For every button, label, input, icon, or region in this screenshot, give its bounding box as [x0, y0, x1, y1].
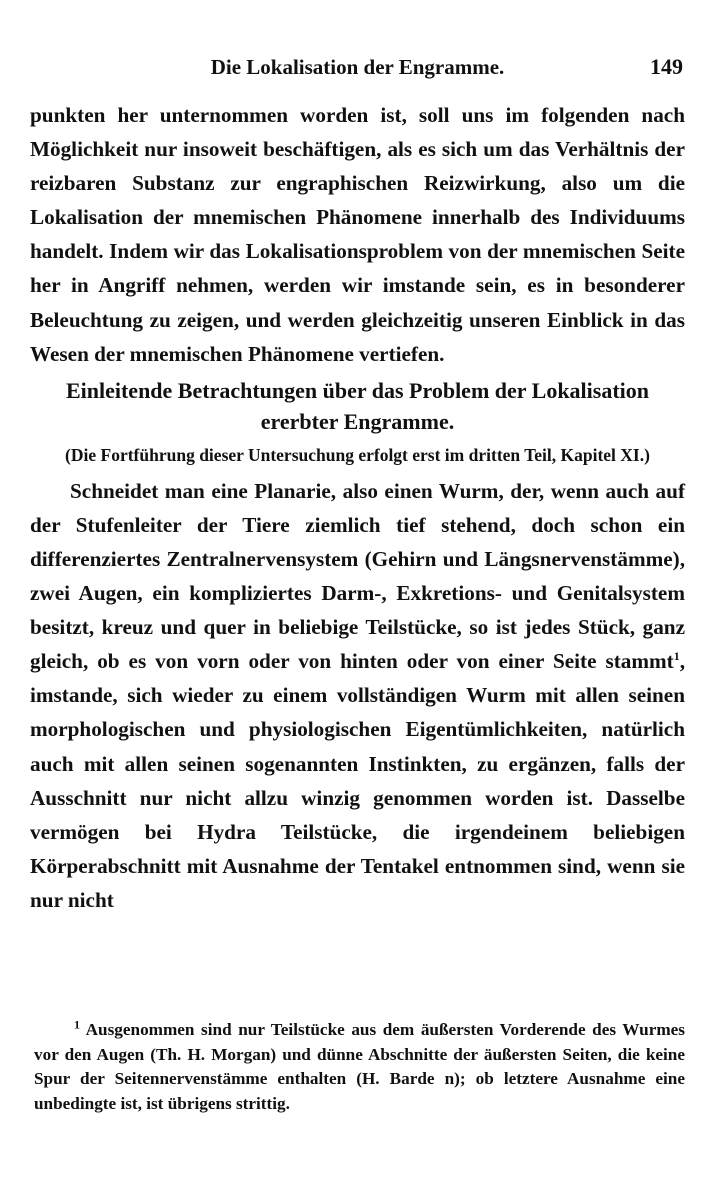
body-text: [30, 98, 685, 917]
paragraph-2: [30, 474, 685, 917]
footnotes: [34, 1018, 685, 1116]
running-title: Die Lokalisation der Engramme.: [210, 55, 505, 79]
section-heading: Einleitende Betrachtungen über das Problem der Lokalisation ererbter Engramme.: [65, 377, 650, 434]
paragraph-2-part-1: Schneidet man eine Planarie, also einen Wurm, der, wenn auch auf der Stufenleiter der Tiere ziemlich tief stehend, doch schon ein differenziertes Zentralnervensystem (Gehirn und Längsnervenstämme), zwei Augen, ein kompliziertes Darm-, Exkretions- und Genitalsystem besitzt, kreuz und quer in beliebige Teilstücke, so ist jedes Stück, ganz gleich, ob es von vorn oder von hinten oder von einer Seite stammt: [30, 478, 685, 674]
page-number: 149: [650, 54, 683, 79]
running-head: [30, 50, 685, 84]
footnote-1: [34, 1018, 685, 1116]
section-note: (Die Fortführung dieser Untersuchung erfolgt erst im dritten Teil, Kapitel XI.): [65, 444, 650, 465]
paragraph-2-part-2: , imstande, sich wieder zu einem vollständigen Wurm mit allen seinen morphologischen und physiologischen Eigentümlichkeiten, natürlich auch mit allen seinen sogenannten Instinkten, zu ergänzen, falls der Ausschnitt nur nicht allzu winzig genommen worden ist. Dasselbe vermögen bei Hydra Teilstücke, die irgendeinem beliebigen Körperabschnitt mit Ausnahme der Tentakel entnommen sind, wenn sie nur nicht: [30, 649, 685, 912]
footnote-marker: 1: [74, 1017, 80, 1032]
footnote-text: Ausgenommen sind nur Teilstücke aus dem äußersten Vorderende des Wurmes vor den Augen (Th. H. Morgan) und dünne Abschnitte der äußersten Seiten, die keine Spur der Seitennervenstämme enthalten (H. Barde n); ob letztere Ausnahme eine unbedingte ist, ist übrigens strittig.: [34, 1020, 685, 1113]
footnote-reference: 1: [673, 649, 680, 664]
paragraph-1: punkten her unternommen worden ist, soll uns im folgenden nach Möglichkeit nur insoweit beschäftigen, als es sich um das Verhältnis der reizbaren Substanz zur engraphischen Reizwirkung, also um die Lokalisation der mnemischen Phänomene innerhalb des Individuums handelt. Indem wir das Lokalisationsproblem von der mnemischen Seite her in Angriff nehmen, werden wir imstande sein, es in besonderer Beleuchtung zu zeigen, und werden gleichzeitig unseren Einblick in das Wesen der mnemischen Phänomene vertiefen.: [30, 103, 685, 366]
